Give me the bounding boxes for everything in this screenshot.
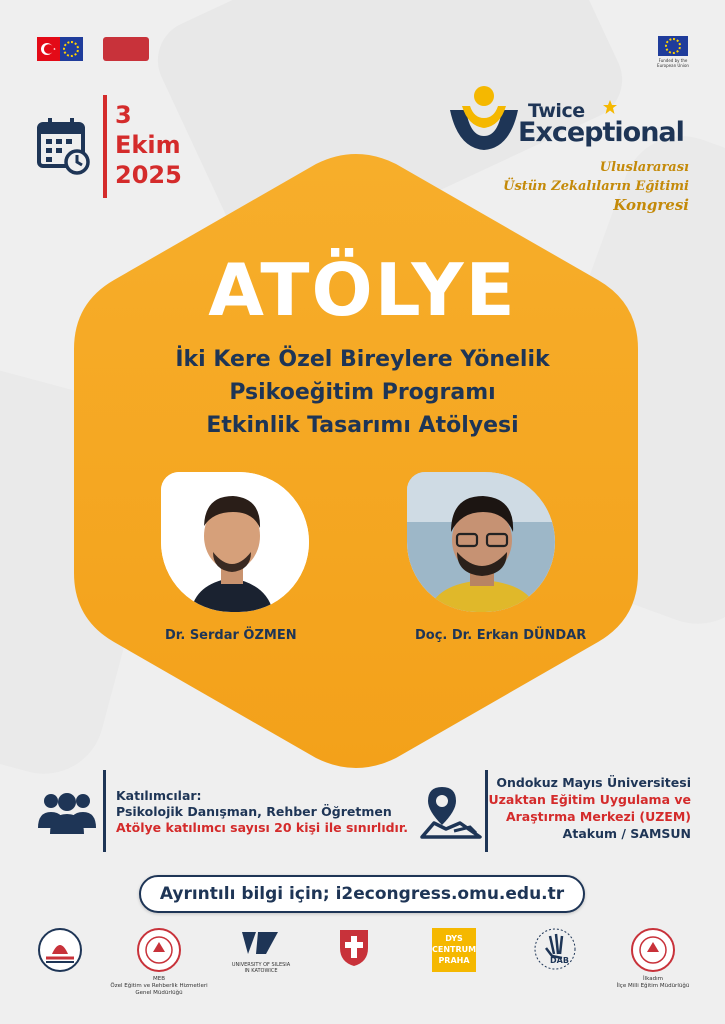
info-link[interactable]: Ayrıntılı bilgi için; i2econgress.omu.edu.tr xyxy=(139,875,585,913)
workshop-title xyxy=(0,343,725,442)
dys-line3: PRAHA xyxy=(438,956,470,965)
silesia-label-line2: IN KATOWICE xyxy=(244,968,278,974)
ilkadim-label xyxy=(606,976,700,990)
workshop-heading: ATÖLYE xyxy=(208,248,517,332)
date-day: 3 xyxy=(115,101,132,129)
speaker-photo-2 xyxy=(407,472,555,612)
brand-exceptional: Exceptional xyxy=(518,117,684,148)
congress-line2: Üstün Zekalıların Eğitimi xyxy=(503,179,689,194)
location-pin-icon xyxy=(420,785,482,840)
location-info xyxy=(488,774,691,842)
congress-line1: Uluslararası xyxy=(599,160,689,175)
workshop-title-line1: İki Kere Özel Bireylere Yönelik xyxy=(175,347,550,372)
turkey-eu-flags-logo xyxy=(37,37,83,61)
turkey-flag-icon xyxy=(37,37,60,61)
speaker-name-2: Doç. Dr. Erkan DÜNDAR xyxy=(415,628,587,643)
silesia-label-line1: UNIVERSITY OF SILESIA xyxy=(231,962,291,968)
dab-label: DAB xyxy=(550,956,569,965)
date-month: Ekim xyxy=(115,131,181,159)
location-line3: Araştırma Merkezi (UZEM) xyxy=(505,809,691,824)
participants-who: Psikolojik Danışman, Rehber Öğretmen xyxy=(116,804,392,819)
meb-label xyxy=(100,976,218,997)
speaker-photo-1 xyxy=(161,472,309,612)
dab-logo xyxy=(532,926,578,972)
dys-line1: DYS xyxy=(445,934,463,943)
participants-label: Katılımcılar: xyxy=(116,788,202,803)
twice-exceptional-logo-mark xyxy=(444,80,524,158)
meb-label-line2: Özel Eğitim ve Rehberlik Hizmetleri xyxy=(110,983,208,989)
meb-label-line1: MEB xyxy=(153,976,165,982)
ilkadim-logo xyxy=(631,928,675,972)
congress-line3: Kongresi xyxy=(613,196,689,214)
silesia-logo xyxy=(226,928,296,972)
star-icon xyxy=(603,100,617,114)
divider xyxy=(103,770,106,852)
eu-funding-text: Funded by the European Union xyxy=(657,58,689,68)
shield-logo xyxy=(338,928,370,968)
eu-flag-icon xyxy=(658,36,688,56)
participants-limit: Atölye katılımcı sayısı 20 kişi ile sınırlıdır. xyxy=(116,820,408,835)
location-line4: Atakum / SAMSUN xyxy=(562,826,691,841)
dys-line2: CENTRUM xyxy=(432,945,477,954)
workshop-hexagon xyxy=(72,150,640,772)
speaker-name-1: Dr. Serdar ÖZMEN xyxy=(165,628,297,643)
location-line2: Uzaktan Eğitim Uygulama ve xyxy=(488,792,691,807)
participants-info xyxy=(116,788,408,836)
meb-label-line3: Genel Müdürlüğü xyxy=(135,990,183,996)
partner-logo-red xyxy=(103,37,149,61)
eu-flag-icon xyxy=(60,37,83,61)
brand-twice: Twice xyxy=(528,100,585,122)
location-line1: Ondokuz Mayıs Üniversitesi xyxy=(496,775,691,790)
date-year: 2025 xyxy=(115,161,182,189)
workshop-title-line2: Psikoeğitim Programı xyxy=(229,380,496,405)
meb-logo xyxy=(137,928,181,972)
omu-logo xyxy=(38,928,82,972)
people-icon xyxy=(38,788,96,834)
silesia-label xyxy=(226,962,296,974)
ilkadim-label-line2: İlçe Milli Eğitim Müdürlüğü xyxy=(616,983,690,989)
dys-centrum-logo xyxy=(432,928,476,972)
workshop-title-line3: Etkinlik Tasarımı Atölyesi xyxy=(206,413,519,438)
ilkadim-label-line1: İlkadım xyxy=(643,976,663,982)
